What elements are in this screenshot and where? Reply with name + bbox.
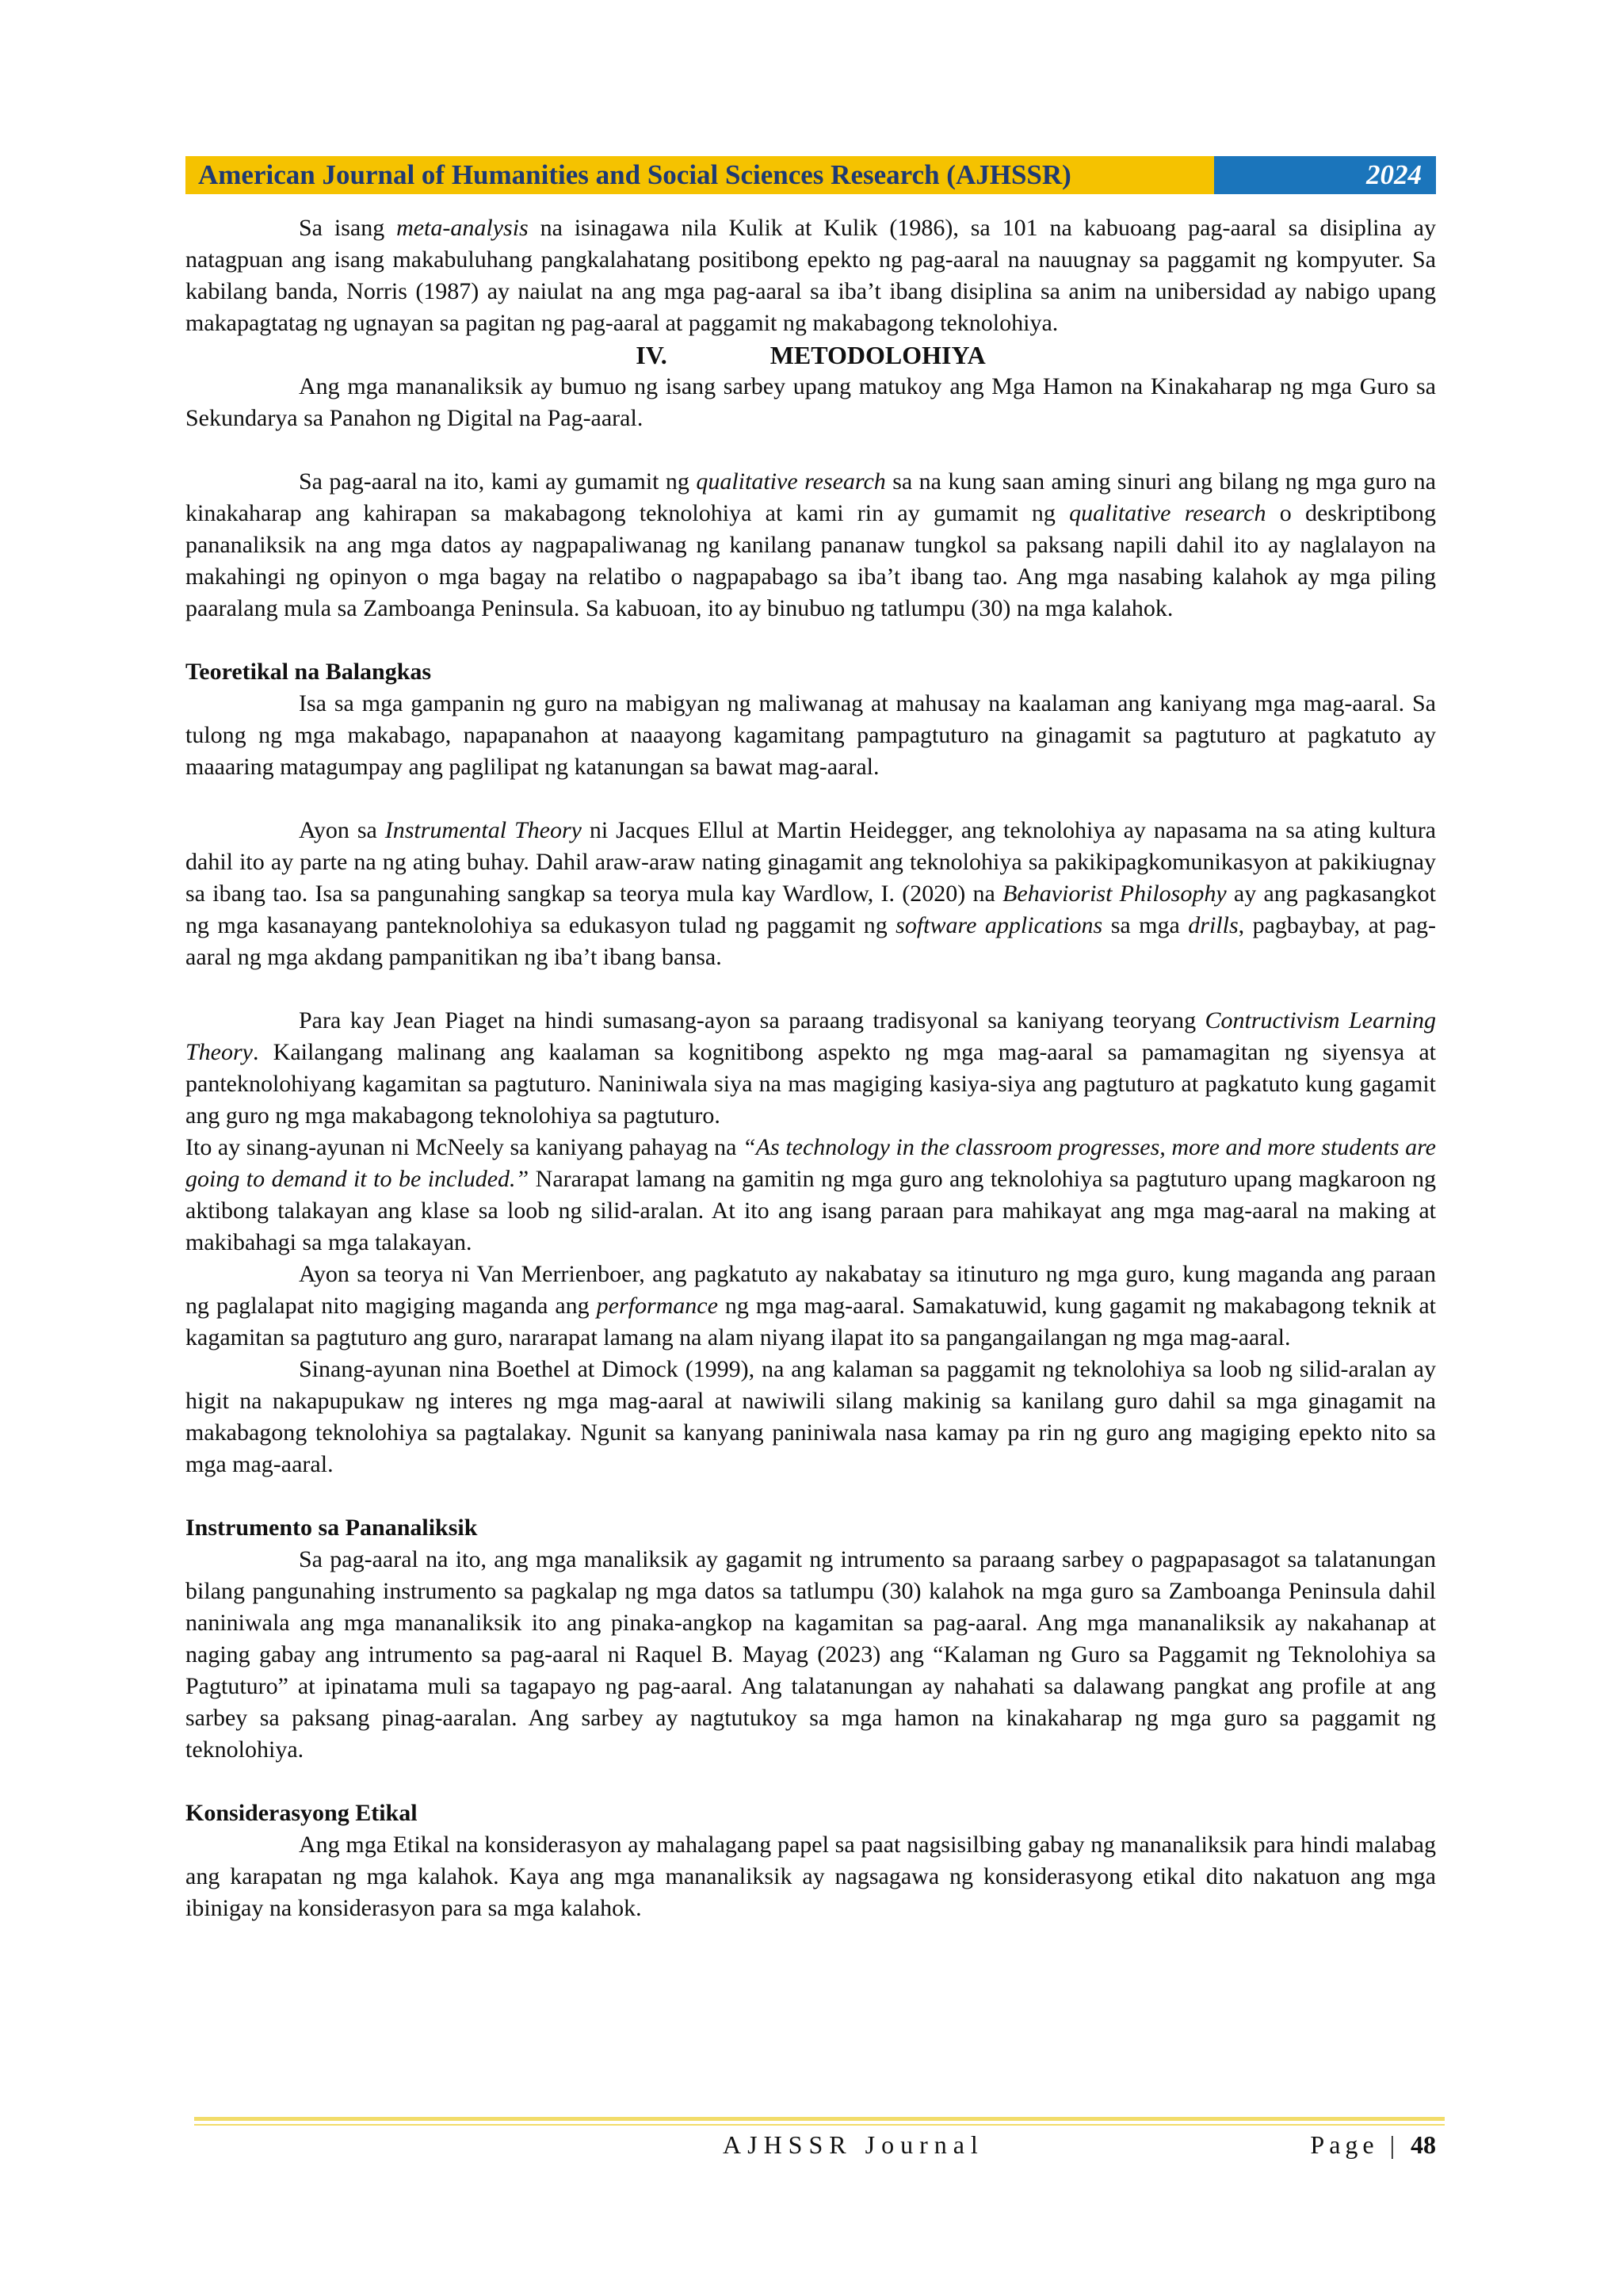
subheading-instrumento: Instrumento sa Pananaliksik (185, 1515, 478, 1541)
footer-journal-name: AJHSSR Journal (723, 2130, 984, 2159)
journal-title: American Journal of Humanities and Social Sciences Research (AJHSSR) (185, 156, 1214, 194)
page-number: 48 (1411, 2130, 1436, 2159)
journal-header-bar (185, 156, 1436, 194)
section-heading (185, 339, 1436, 371)
paragraph-mcneely: Ito ay sinang-ayunan ni McNeely sa kaniyang pahayag na “As technology in the classroom progresses, more and more students are going to demand it to be included.” Nararapat lamang na gamitin ng mga guro ang teknolohiya sa pagtuturo upang magkaroon ng aktibong talakayan ang klase sa loob ng silid-aralan. At ito ang isang paraan para mahikayat ang mga mag-aaral na making at makibahagi sa mga talakayan. (185, 1134, 1436, 1255)
section-title: METODOLOHIYA (769, 341, 986, 369)
paragraph-piaget: Para kay Jean Piaget na hindi sumasang-ayon sa paraang tradisyonal sa kaniyang teoryang Contructivism Learning Theory. Kailangang malinang ang kaalaman sa kognitibong aspekto ng mga mag-aaral sa pamamagitan ng siyensya at panteknolohiyang kagamitan sa pagtuturo. Naniniwala siya na mas magiging kasiya-siya ang pagtuturo at pagkatuto kung gagamit ang guro ng mga makabagong teknolohiya sa pagtuturo. (185, 1007, 1436, 1129)
paragraph-boethel-dimock: Sinang-ayunan nina Boethel at Dimock (1999), na ang kalaman sa paggamit ng teknolohiya sa loob ng silid-aralan ay higit na nakapupukaw ng interes ng mga mag-aaral at nawiwili silang makinig sa kanilang guro dahil sa mga ginagamit na makabagong teknolohiya sa pagtalakay. Ngunit sa kanyang paniniwala nasa kamay pa rin ng guro ang magiging epekto nito sa mga mag-aaral. (185, 1356, 1436, 1477)
paragraph-gampanin: Isa sa mga gampanin ng guro na mabigyan ng maliwanag at mahusay na kaalaman ang kaniyang mga mag-aaral. Sa tulong ng mga makabago, napapanahon at naaayong kagamitang pampagtuturo na ginagamit sa pagtuturo at pagkatuto ay maaaring matagumpay ang paglilipat ng katanungan sa bawat mag-aaral. (185, 690, 1436, 780)
subheading-konsiderasyon: Konsiderasyong Etikal (185, 1800, 418, 1826)
paragraph-van-merrienboer: Ayon sa teorya ni Van Merrienboer, ang pagkatuto ay nakabatay sa itinuturo ng mga guro, kung maganda ang paraan ng paglalapat nito magiging maganda ang performance ng mga mag-aaral. Samakatuwid, kung gagamit ng makabagong teknik at kagamitan sa pagtuturo ang guro, nararapat lamang na alam niyang ilapat ito sa pangangailangan ng mga mag-aaral. (185, 1261, 1436, 1350)
page-label: Page | (1310, 2130, 1400, 2159)
section-number: IV. (636, 341, 667, 369)
footer-rule (194, 2117, 1445, 2121)
paragraph-sarbey: Ang mga mananaliksik ay bumuo ng isang sarbey upang matukoy ang Mga Hamon na Kinakaharap ng mga Guro sa Sekundarya sa Panahon ng Digital na Pag-aaral. (185, 373, 1436, 431)
page-body (185, 212, 1436, 1924)
paragraph-qualitative: Sa pag-aaral na ito, kami ay gumamit ng qualitative research sa na kung saan aming sinuri ang bilang ng mga guro na kinakaharap ang kahirapan sa makabagong teknolohiya at kami rin ay gumamit ng qualitative research o deskriptibong pananaliksik na ang mga datos ay nagpapaliwanag ng kanilang pananaw tungkol sa paksang napili dahil ito ay naglalayon na makahingi ng opinyon o mga bagay na relatibo o nagpapabago sa iba’t ibang tao. Ang mga nasabing kalahok ay mga piling paaralang mula sa Zamboanga Peninsula. Sa kabuoan, ito ay binubuo ng tatlumpu (30) na mga kalahok. (185, 468, 1436, 621)
paragraph-etikal: Ang mga Etikal na konsiderasyon ay mahalagang papel sa paat nagsisilbing gabay ng mananaliksik para hindi malabag ang karapatan ng mga kalahok. Kaya ang mga mananaliksik ay nagsagawa ng konsiderasyong etikal dito nakatuon ang mga ibinigay na konsiderasyon para sa mga kalahok. (185, 1832, 1436, 1921)
journal-year: 2024 (1214, 156, 1436, 194)
paragraph-meta-analysis: Sa isang meta-analysis na isinagawa nila Kulik at Kulik (1986), sa 101 na kabuoang pag-aaral sa disiplina ay natagpuan ang isang makabuluhang pangkalahatang positibong epekto ng pag-aaral na nauugnay sa paggamit ng kompyuter. Sa kabilang banda, Norris (1987) ay naiulat na ang mga pag-aaral sa iba’t ibang disiplina sa anim na unibersidad ay nabigo upang makapagtatag ng ugnayan sa pagitan ng pag-aaral at paggamit ng makabagong teknolohiya. (185, 215, 1436, 336)
footer-page (1310, 2130, 1436, 2160)
paragraph-instrumental-theory: Ayon sa Instrumental Theory ni Jacques Ellul at Martin Heidegger, ang teknolohiya ay napasama na sa ating kultura dahil ito ay parte na ng ating buhay. Dahil araw-araw nating ginagamit ang teknolohiya sa pakikipagkomunikasyon at pakikiugnay sa ibang tao. Isa sa pangunahing sangkap sa teorya mula kay Wardlow, I. (2020) na Behaviorist Philosophy ay ang pagkasangkot ng mga kasanayang panteknolohiya sa edukasyon tulad ng paggamit ng software applications sa mga drills, pagbaybay, at pag-aaral ng mga akdang pampanitikan ng iba’t ibang bansa. (185, 817, 1437, 970)
paragraph-instrumento: Sa pag-aaral na ito, ang mga manaliksik ay gagamit ng intrumento sa paraang sarbey o pagpapasagot sa talatanungan bilang pangunahing instrumento sa pagkalap ng mga datos sa tatlumpu (30) kalahok na mga guro sa Zamboanga Peninsula dahil naniniwala ang mga mananaliksik ito ang pinaka-angkop na kagamitan sa pag-aaral. Ang mga mananaliksik ay nakahanap at naging gabay ang intrumento sa pag-aaral ni Raquel B. Mayag (2023) ang “Kalaman ng Guro sa Paggamit ng Teknolohiya sa Pagtuturo” at ipinatama muli sa tagapayo ng pag-aaral. Ang talatanungan ay nahahati sa dalawang pangkat ang profile at ang sarbey sa paksang pinag-aaralan. Ang sarbey ay nagtutukoy sa mga hamon na kinakaharap ng mga guro sa paggamit ng teknolohiya. (185, 1546, 1436, 1763)
subheading-teoretikal: Teoretikal na Balangkas (185, 659, 432, 685)
footer-rule-thin (194, 2124, 1445, 2126)
page-footer (185, 2130, 1436, 2165)
